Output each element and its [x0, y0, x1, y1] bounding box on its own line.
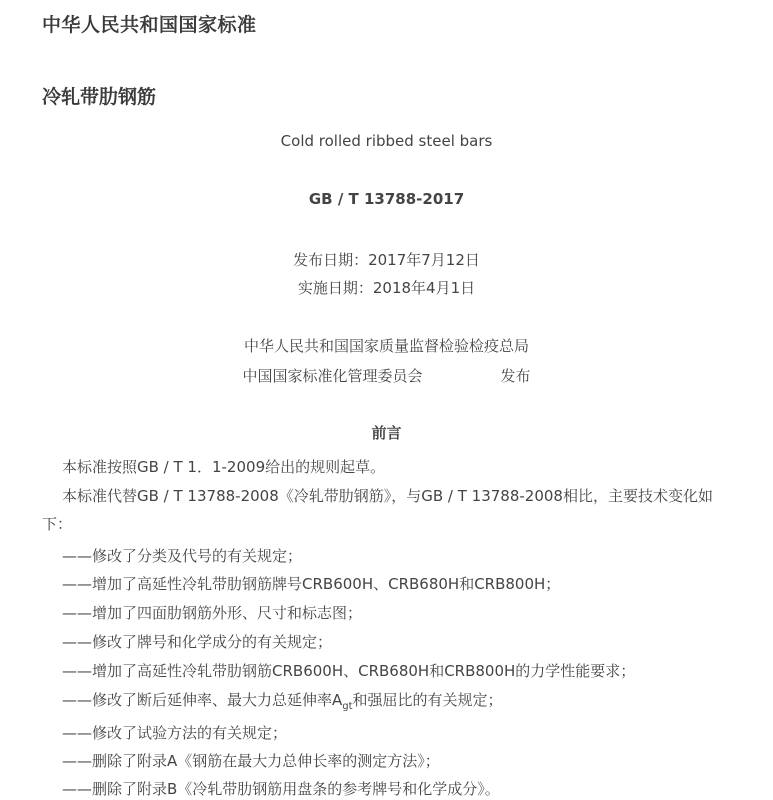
issuer-2: 中国国家标准化管理委员会 — [242, 367, 423, 385]
standard-title-en: Cold rolled ribbed steel bars — [280, 132, 493, 150]
issuer-line — [0, 365, 773, 386]
effective-date: 实施日期：2018年4月1日 — [297, 279, 476, 297]
issuer-1: 中华人民共和国国家质量监督检验检疫总局 — [243, 337, 529, 355]
preface-para-2: 本标准代替GB / T 13788-2008《冷轧带肋钢筋》，与GB / T 13788-2008相比，主要技术变化如下： — [42, 487, 713, 533]
publish-date: 发布日期：2017年7月12日 — [293, 251, 480, 269]
change-item: ——修改了分类及代号的有关规定； — [62, 547, 303, 565]
change-item: ——增加了高延性冷轧带肋钢筋CRB600H、CRB680H和CRB800H的力学性能要求； — [62, 662, 636, 680]
agt-subscript: gt — [342, 701, 353, 712]
change-item: ——删除了附录B《冷轧带肋钢筋用盘条的参考牌号和化学成分》。 — [62, 780, 500, 798]
change-item: ——修改了牌号和化学成分的有关规定； — [62, 633, 333, 651]
change-item: ——修改了断后延伸率、最大力总延伸率$A_{gt}$和强屈比的有关规定； — [62, 691, 503, 712]
issue-word: 发布 — [500, 367, 531, 385]
change-item: ——增加了高延性冷轧带肋钢筋牌号CRB600H、CRB680H和CRB800H； — [62, 575, 561, 593]
standard-title-cn: 冷轧带肋钢筋 — [42, 86, 157, 108]
standard-code: GB / T 13788-2017 — [308, 190, 465, 208]
change-item: ——删除了附录A《钢筋在最大力总伸长率的测定方法》； — [62, 752, 440, 770]
change-item: ——修改了试验方法的有关规定； — [62, 724, 288, 742]
preface-para-1: 本标准按照GB / T 1．1-2009给出的规则起草。 — [62, 458, 386, 476]
publisher-title: 中华人民共和国国家标准 — [42, 14, 257, 36]
preface-title: 前言 — [371, 424, 402, 442]
change-item: ——增加了四面肋钢筋外形、尺寸和标志图； — [62, 604, 363, 622]
